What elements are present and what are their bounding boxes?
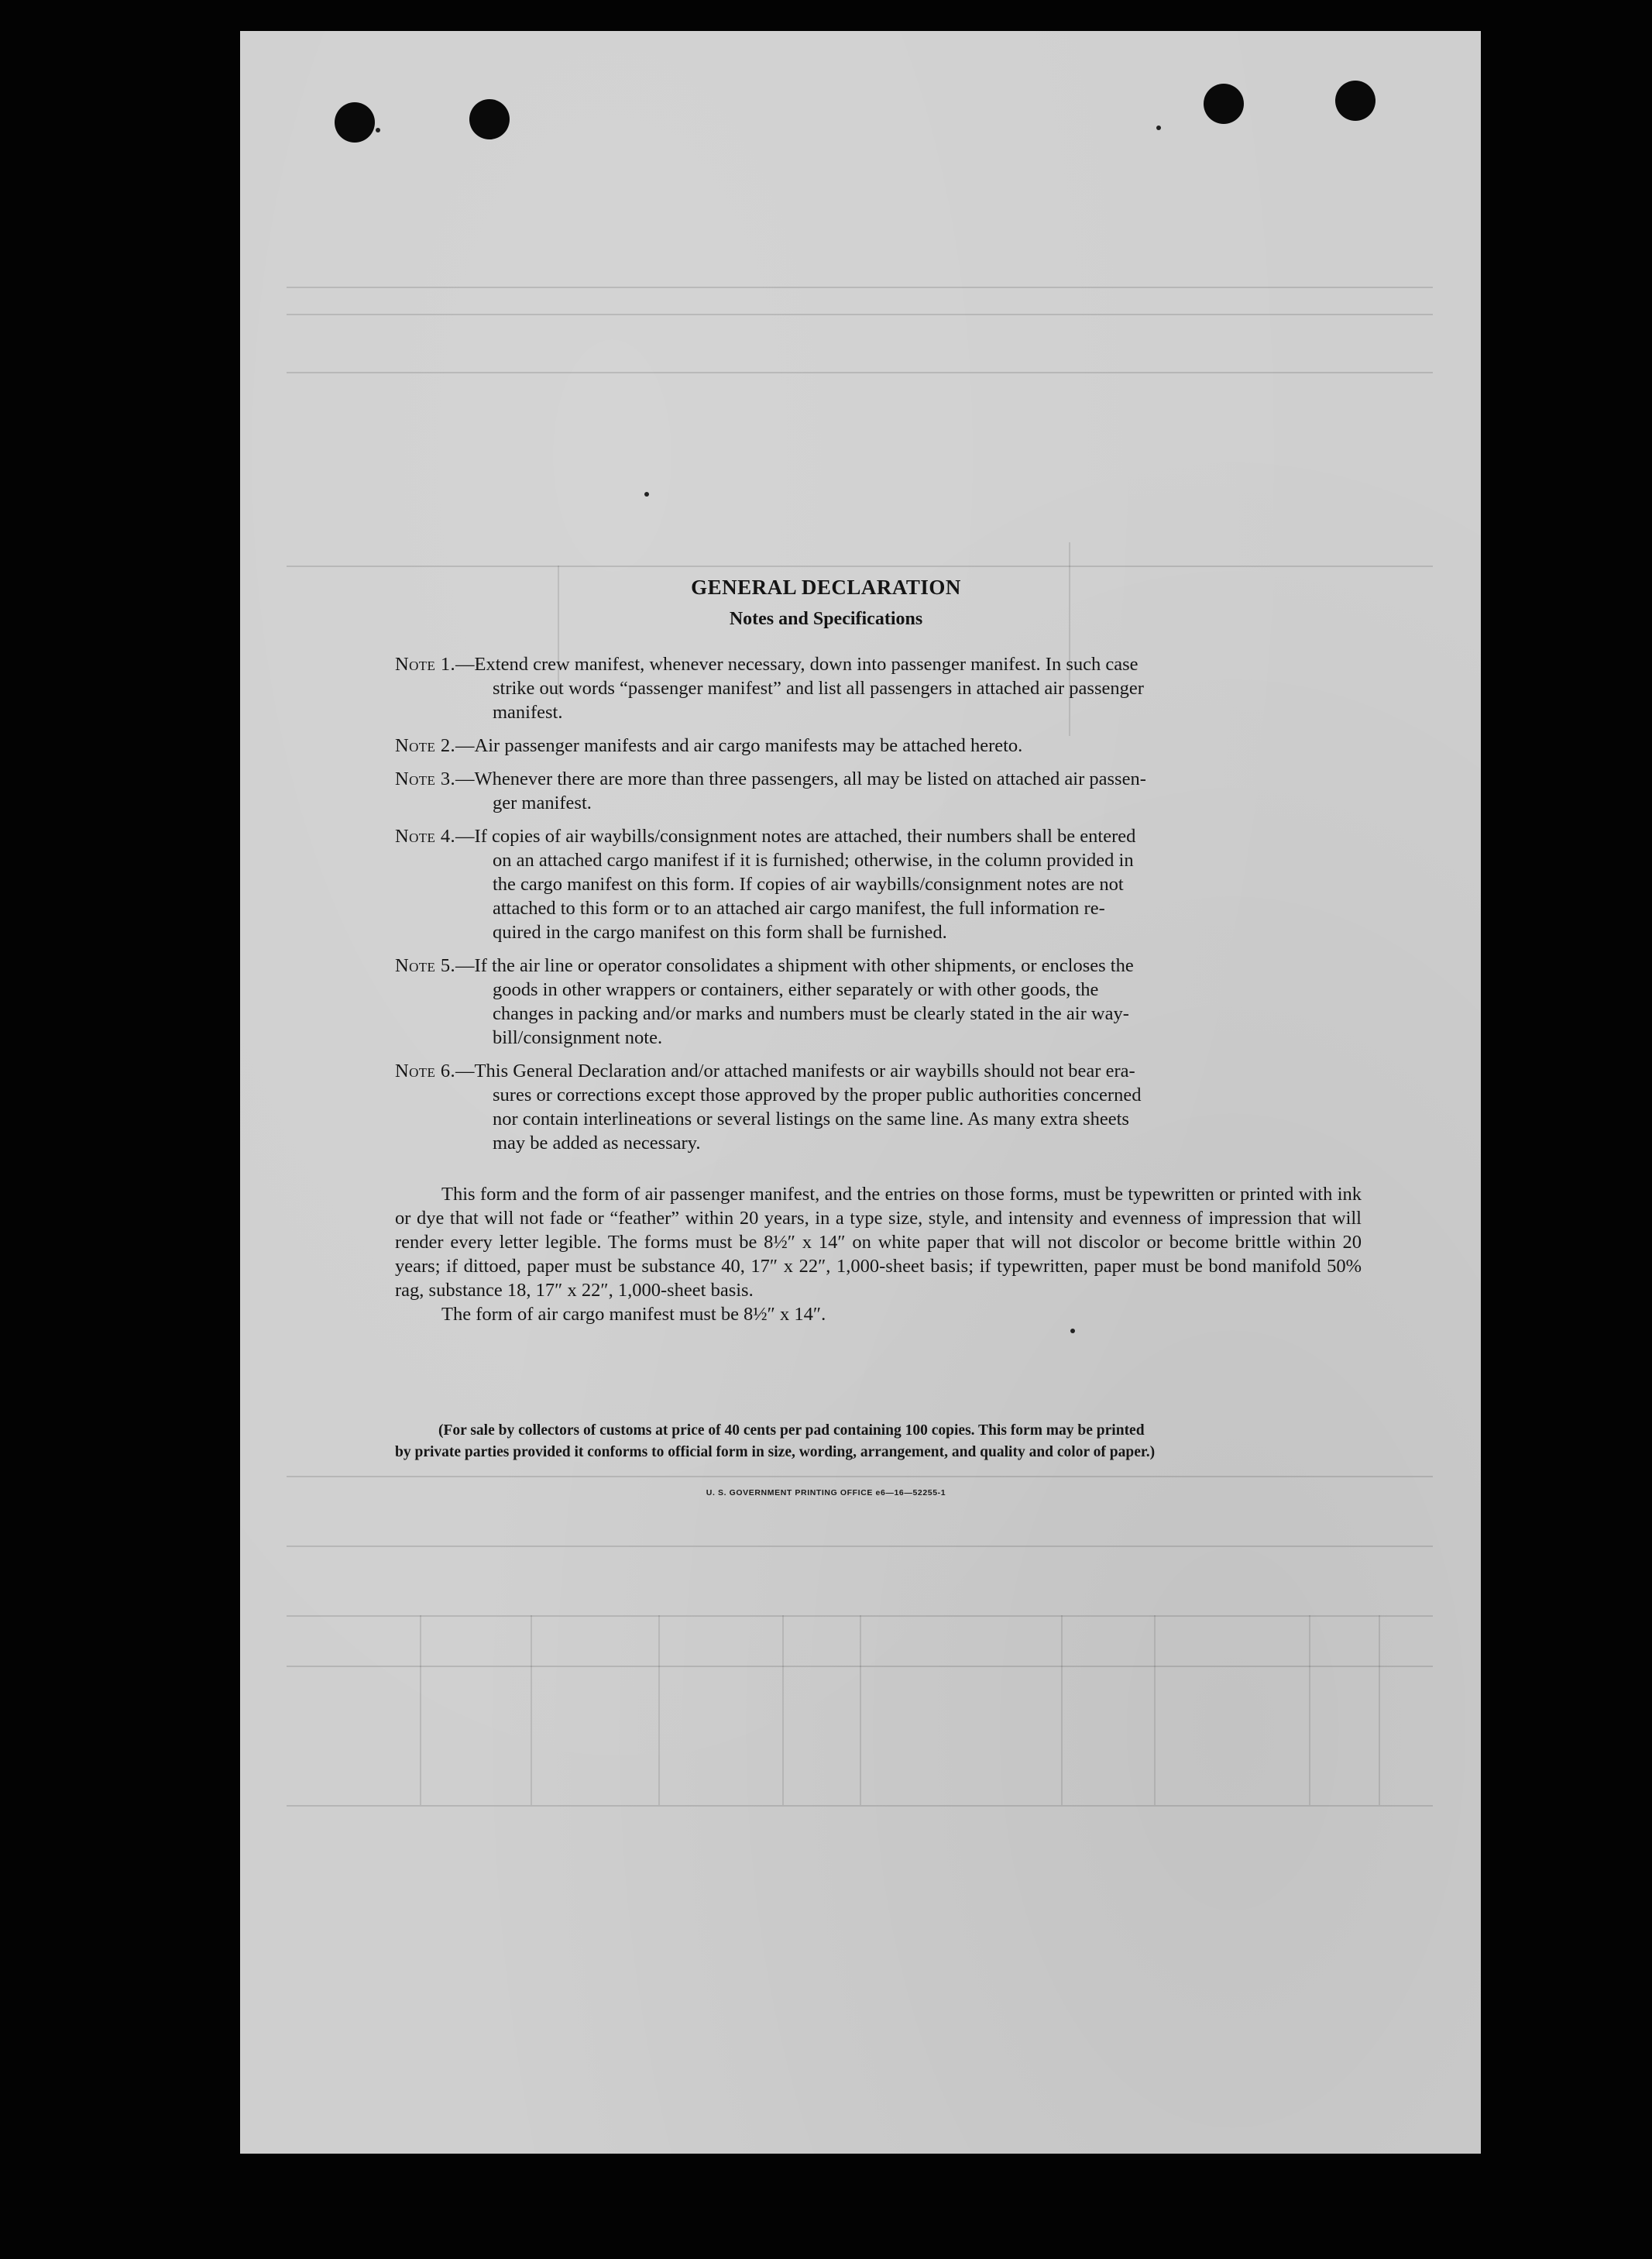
ink-speck (1070, 1329, 1075, 1333)
notes-list (395, 652, 1362, 1164)
note-line: the cargo manifest on this form. If copies of air waybills/consignment notes are not (493, 874, 1124, 895)
bleed-through-column (1379, 1615, 1380, 1805)
note-2 (395, 734, 1362, 758)
note-3 (395, 767, 1362, 815)
bleed-through-column (1061, 1615, 1063, 1805)
note-label: Note 5. (395, 955, 456, 976)
bleed-through-rule (287, 314, 1433, 315)
note-line: on an attached cargo manifest if it is furnished; otherwise, in the column provided in (493, 850, 1134, 871)
bleed-through-column (658, 1615, 660, 1805)
note-label: Note 6. (395, 1061, 456, 1081)
note-line: attached to this form or to an attached air cargo manifest, the full information re- (493, 898, 1105, 919)
note-line: ger manifest. (493, 793, 592, 813)
bleed-through-rule (287, 372, 1433, 373)
note-line: may be added as necessary. (493, 1133, 701, 1154)
bleed-through-column (782, 1615, 784, 1805)
bleed-through-column (1309, 1615, 1310, 1805)
note-6 (395, 1059, 1362, 1155)
sale-note-line: (For sale by collectors of customs at price of 40 cents per pad containing 100 copies. This form may be printed (438, 1422, 1145, 1439)
note-label: Note 3. (395, 768, 456, 789)
bleed-through-column (420, 1615, 421, 1805)
bleed-through-column (1154, 1615, 1156, 1805)
ink-speck (1156, 126, 1161, 130)
note-line: —Air passenger manifests and air cargo manifests may be attached hereto. (455, 735, 1023, 756)
punch-hole-right-2 (1335, 81, 1376, 121)
paragraph-text: The form of air cargo manifest must be 8½″ x 14″. (441, 1304, 826, 1325)
note-label: Note 4. (395, 826, 456, 847)
punch-hole-left-1 (335, 102, 375, 143)
note-label: Note 2. (395, 735, 456, 756)
note-line: nor contain interlineations or several listings on the same line. As many extra sheets (493, 1109, 1129, 1130)
note-line: —If the air line or operator consolidates a shipment with other shipments, or encloses the (455, 955, 1134, 976)
sale-note-line: by private parties provided it conforms to official form in size, wording, arrangement, and quality and color of paper.) (395, 1444, 1156, 1460)
note-5 (395, 954, 1362, 1050)
note-line: —This General Declaration and/or attached manifests or air waybills should not bear era- (455, 1061, 1135, 1081)
note-1 (395, 652, 1362, 724)
bleed-through-column (860, 1615, 861, 1805)
note-line: —Extend crew manifest, whenever necessary, down into passenger manifest. In such case (455, 654, 1139, 675)
sale-note (395, 1420, 1363, 1463)
bleed-through-column (531, 1615, 532, 1805)
note-line: goods in other wrappers or containers, either separately or with other goods, the (493, 979, 1099, 1000)
note-line: quired in the cargo manifest on this form shall be furnished. (493, 922, 947, 943)
page-subtitle: Notes and Specifications (729, 609, 923, 629)
bleed-through-rule (287, 1546, 1433, 1547)
bleed-through-rule (287, 1805, 1433, 1807)
paragraph-text: This form and the form of air passenger manifest, and the entries on those forms, must be typewritten or printed with ink or dye that will not fade or “feather” within 20 years, in a type size, style, and intensity and evenness of impression that will render every letter legible. The forms must be 8½″ x 14″ on white paper that will not discolor or become brittle within 20 years; if dittoed, paper must be substance 40, 17″ x 22″, 1,000-sheet basis; if typewritten, paper must be bond manifold 50% rag, substance 18, 17″ x 22″, 1,000-sheet basis. (395, 1184, 1362, 1301)
note-line: —If copies of air waybills/consignment notes are attached, their numbers shall be entered (455, 826, 1136, 847)
punch-hole-left-2 (469, 99, 510, 139)
form-specification-paragraph (395, 1182, 1362, 1326)
note-line: sures or corrections except those approved by the proper public authorities concerned (493, 1085, 1142, 1105)
note-line: bill/consignment note. (493, 1027, 663, 1048)
page-title: GENERAL DECLARATION (691, 576, 961, 599)
note-line: changes in packing and/or marks and numbers must be clearly stated in the air way- (493, 1003, 1129, 1024)
ink-speck (376, 128, 380, 132)
note-4 (395, 824, 1362, 944)
printing-office-line: U. S. GOVERNMENT PRINTING OFFICE e6—16—52255-1 (706, 1488, 946, 1497)
punch-hole-right-1 (1204, 84, 1244, 124)
note-line: —Whenever there are more than three passengers, all may be listed on attached air passen- (455, 768, 1146, 789)
bleed-through-rule (287, 566, 1433, 567)
note-line: manifest. (493, 702, 563, 723)
ink-speck (644, 492, 649, 497)
note-label: Note 1. (395, 654, 456, 675)
bleed-through-rule (287, 287, 1433, 288)
bleed-through-rule (287, 1476, 1433, 1477)
note-line: strike out words “passenger manifest” and list all passengers in attached air passenger (493, 678, 1144, 699)
